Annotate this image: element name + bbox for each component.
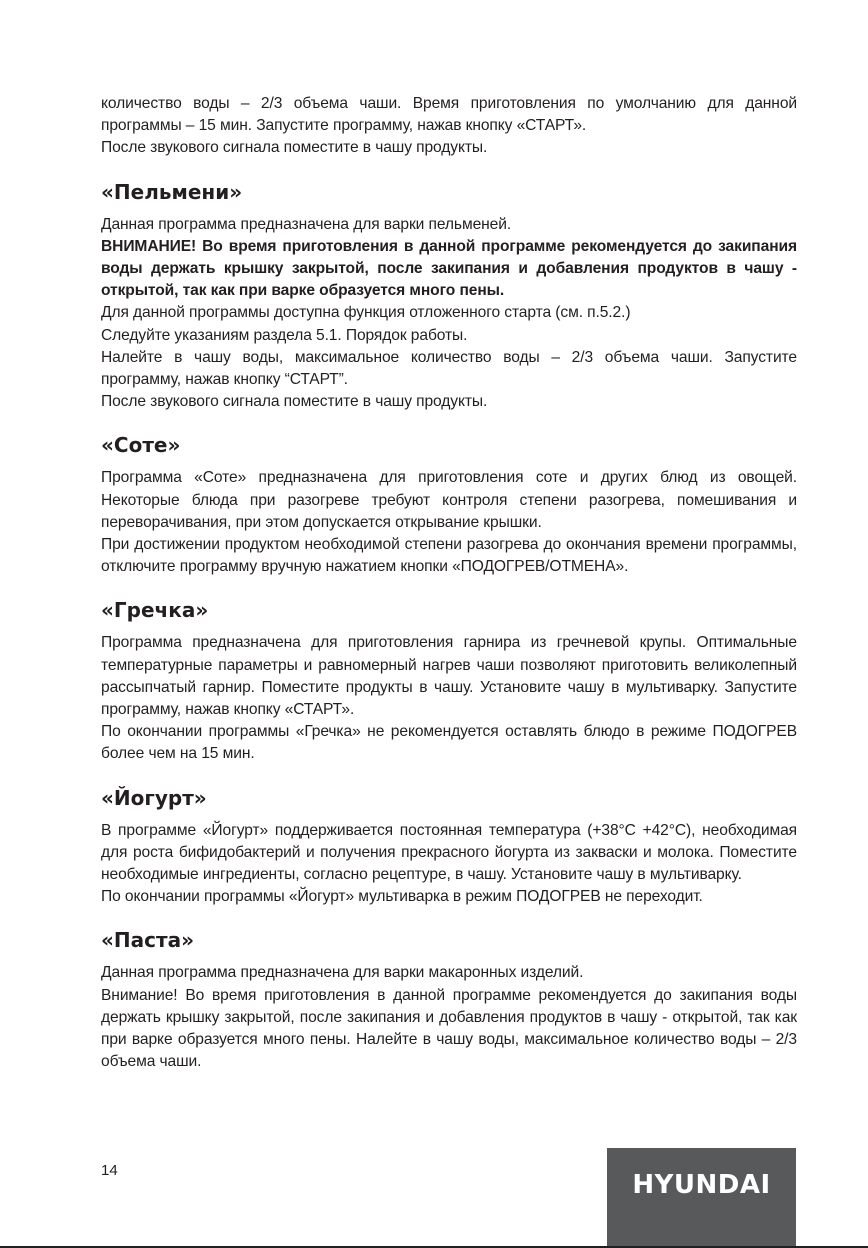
section-title-sote: «Соте» bbox=[101, 433, 181, 458]
intro-paragraph-1: количество воды – 2/3 объема чаши. Время приготовления по умолчанию для данной программы – 15 мин. Запустите программу, нажав кнопку «СТАРТ». bbox=[101, 95, 797, 135]
section-paragraph: Для данной программы доступна функция отложенного старта (см. п.5.2.) bbox=[101, 304, 631, 322]
brand-logo: HYUNDAI bbox=[632, 1170, 771, 1200]
section-paragraph: Данная программа предназначена для варки макаронных изделий. bbox=[101, 964, 584, 982]
section-title-pasta: «Паста» bbox=[101, 928, 195, 953]
section-paragraph: По окончании программы «Йогурт» мультиварка в режим ПОДОГРЕВ не переходит. bbox=[101, 888, 703, 906]
section-paragraph: При достижении продуктом необходимой степени разогрева до окончания времени программы, отключите программу вручную нажатием кнопки «ПОДОГРЕВ/ОТМЕНА». bbox=[101, 536, 797, 576]
page-content bbox=[101, 93, 797, 1074]
section-title-grechka: «Гречка» bbox=[101, 598, 209, 623]
section-paragraph: Следуйте указаниям раздела 5.1. Порядок работы. bbox=[101, 326, 468, 344]
section-paragraph: В программе «Йогурт» поддерживается постоянная температура (+38°C +42°C), необходимая для роста бифидобактерий и получения прекрасного йогурта из закваски и молока. Поместите необходимые ингредиенты, согласно рецептуре, в чашу. Установите чашу в мультиварку. bbox=[101, 821, 797, 884]
section-paragraph: Налейте в чашу воды, максимальное количество воды – 2/3 объема чаши. Запустите программу, нажав кнопку “СТАРТ”. bbox=[101, 348, 797, 389]
section-paragraph: Внимание! Во время приготовления в данной программе рекомендуется до закипания воды держать крышку закрытой, после закипания и добавления продуктов в чашу - открытой, так как при варке образуется много пены. Налейте в чашу воды, максимальное количество воды – 2/3 объема чаши. bbox=[101, 986, 797, 1071]
brand-logo-box bbox=[607, 1148, 796, 1248]
section-title-pelmeni: «Пельмени» bbox=[101, 179, 243, 204]
section-paragraph: Программа предназначена для приготовления гарнира из гречневой крупы. Оптимальные температурные параметры и равномерный нагрев чаши позволяют приготовить великолепный рассыпчатый гарнир. Поместите продукты в чашу. Установите чашу в мультиварку. Запустите программу, нажав кнопку «СТАРТ». bbox=[101, 634, 797, 719]
section-paragraph: Данная программа предназначена для варки пельменей. bbox=[101, 215, 512, 233]
page-number: 14 bbox=[101, 1162, 118, 1179]
section-paragraph: После звукового сигнала поместите в чашу продукты. bbox=[101, 393, 488, 411]
warning-paragraph: ВНИМАНИЕ! Во время приготовления в данной программе рекомендуется до закипания воды держать крышку закрытой, после закипания и добавления продуктов в чашу - открытой, так как при варке образуется много пены. bbox=[101, 237, 797, 300]
intro-paragraph-2: После звукового сигнала поместите в чашу продукты. bbox=[101, 139, 488, 157]
section-title-yogurt: «Йогурт» bbox=[101, 785, 207, 810]
section-paragraph: Программа «Соте» предназначена для приготовления соте и других блюд из овощей. Некоторые блюда при разогреве требуют контроля степени разогрева, помешивания и переворачивания, при этом допускается открывание крышки. bbox=[101, 469, 797, 531]
section-paragraph: По окончании программы «Гречка» не рекомендуется оставлять блюдо в режиме ПОДОГРЕВ более чем на 15 мин. bbox=[101, 723, 797, 763]
